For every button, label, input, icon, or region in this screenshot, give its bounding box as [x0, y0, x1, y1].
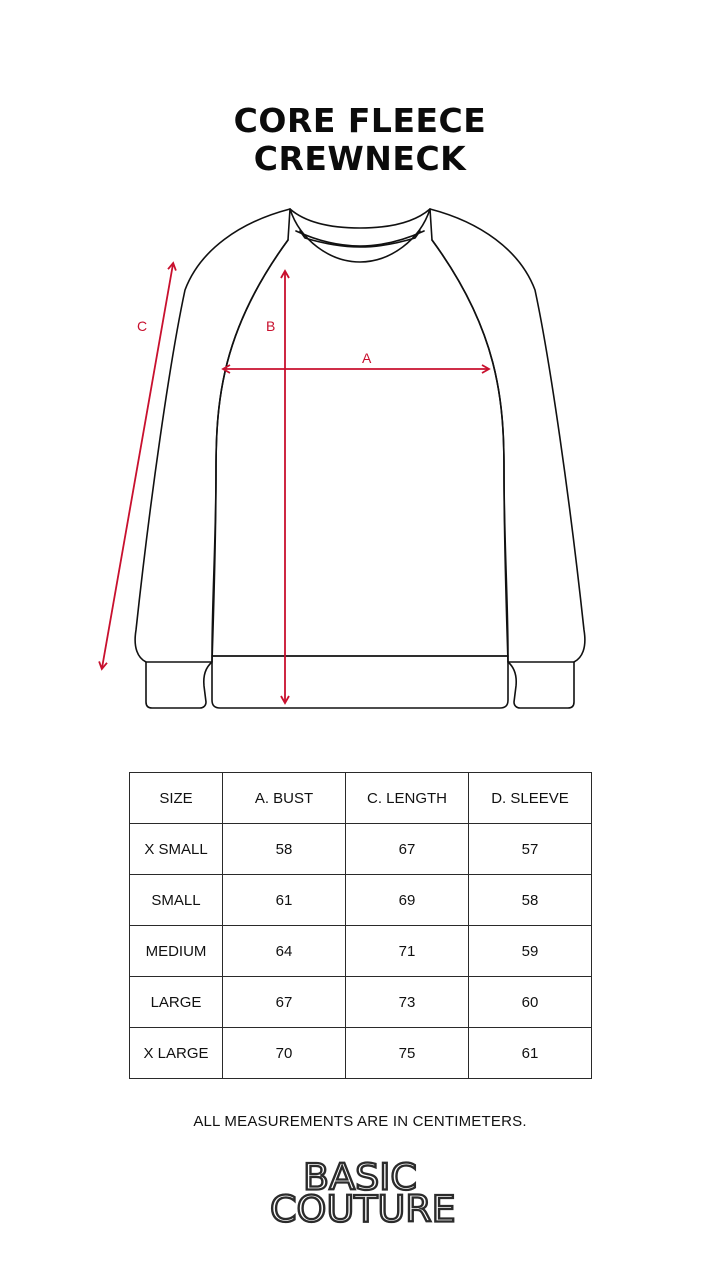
label-b: B: [266, 318, 276, 334]
cell-bust: 58: [223, 824, 346, 875]
cell-size: MEDIUM: [130, 926, 223, 977]
cell-sleeve: 59: [469, 926, 592, 977]
cell-length: 67: [346, 824, 469, 875]
collar-neckline: [290, 209, 430, 228]
header-size: SIZE: [130, 773, 223, 824]
sweatshirt-diagram: [0, 180, 720, 740]
cell-sleeve: 60: [469, 977, 592, 1028]
measurement-lines: [102, 264, 488, 702]
cell-size: X LARGE: [130, 1028, 223, 1079]
size-chart-table: [129, 772, 592, 1079]
hem-band: [212, 656, 508, 708]
cell-sleeve: 58: [469, 875, 592, 926]
table-row: [130, 1028, 592, 1079]
label-a: A: [362, 350, 372, 366]
header-bust: A. BUST: [223, 773, 346, 824]
header-length: C. LENGTH: [346, 773, 469, 824]
cell-bust: 67: [223, 977, 346, 1028]
cell-length: 71: [346, 926, 469, 977]
cell-bust: 70: [223, 1028, 346, 1079]
page-title: [0, 102, 720, 178]
table-row: [130, 824, 592, 875]
title-line-1: CORE FLEECE: [233, 101, 487, 140]
logo-line-2: COUTURE: [270, 1188, 456, 1230]
label-c: C: [137, 318, 148, 334]
sweatshirt-outline: [135, 209, 585, 708]
left-cuff: [146, 662, 212, 708]
collar-outer: [290, 209, 430, 262]
body: [212, 240, 508, 656]
table-header-row: [130, 773, 592, 824]
cell-length: 69: [346, 875, 469, 926]
table-row: [130, 875, 592, 926]
cell-length: 73: [346, 977, 469, 1028]
cell-bust: 64: [223, 926, 346, 977]
cell-length: 75: [346, 1028, 469, 1079]
cell-size: X SMALL: [130, 824, 223, 875]
cell-sleeve: 61: [469, 1028, 592, 1079]
logo-line-1: BASIC: [303, 1156, 417, 1198]
title-line-2: CREWNECK: [253, 139, 467, 178]
measurement-note: ALL MEASUREMENTS ARE IN CENTIMETERS.: [193, 1113, 527, 1130]
header-sleeve: D. SLEEVE: [469, 773, 592, 824]
table-row: [130, 977, 592, 1028]
cell-size: LARGE: [130, 977, 223, 1028]
collar-inner: [296, 231, 424, 246]
right-cuff: [508, 662, 574, 708]
cell-size: SMALL: [130, 875, 223, 926]
cell-sleeve: 57: [469, 824, 592, 875]
brand-logo: [270, 1156, 456, 1230]
cell-bust: 61: [223, 875, 346, 926]
table-row: [130, 926, 592, 977]
